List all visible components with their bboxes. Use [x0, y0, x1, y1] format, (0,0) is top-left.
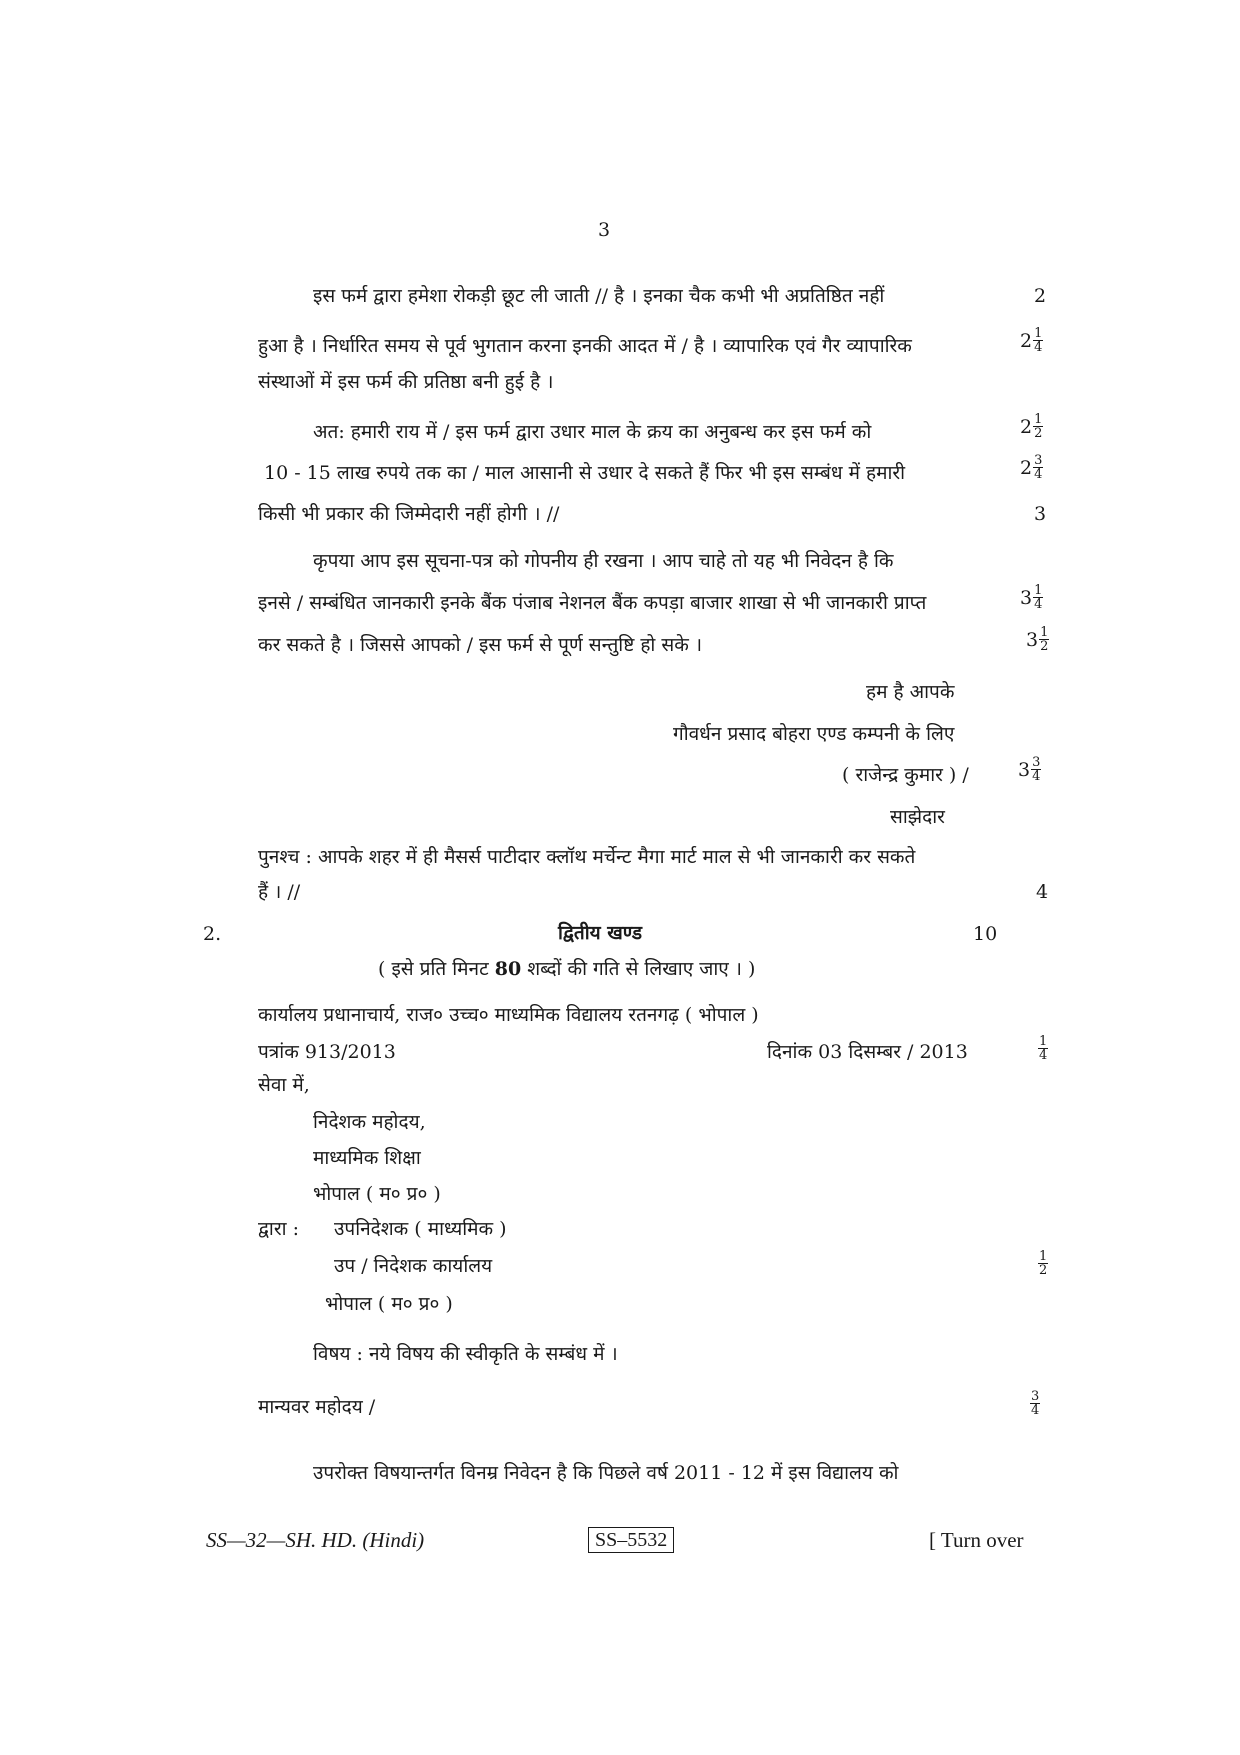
margin-mark: 2 1 2	[1020, 412, 1043, 441]
margin-mark: 3 3 4	[1018, 755, 1041, 784]
para1-line1: इस फर्म द्वारा हमेशा रोकड़ी छूट ली जाती // है । इनका चैक कभी भी अप्रतिष्ठित नहीं	[313, 285, 885, 307]
via-line2: उप / निदेशक कार्यालय	[334, 1255, 493, 1277]
para3-line3: कर सकते है । जिससे आपको / इस फर्म से पूर्ण सन्तुष्टि हो सके ।	[258, 634, 703, 656]
office-line: कार्यालय प्रधानाचार्य, राज० उच्च० माध्यमिक विद्यालय रतनगढ़ ( भोपाल )	[258, 1004, 759, 1026]
letter-body-line1: उपरोक्त विषयान्तर्गत विनम्र निवेदन है कि पिछले वर्ष 2011 - 12 में इस विद्यालय को	[313, 1462, 899, 1484]
margin-mark: 3 1 4	[1020, 583, 1043, 612]
margin-mark: 3 4	[1031, 1389, 1040, 1418]
salutation: मान्यवर महोदय /	[258, 1396, 376, 1418]
footer-turn-over: [ Turn over	[929, 1528, 1024, 1552]
margin-mark: 3	[1034, 503, 1047, 525]
para2-line2: 10 - 15 लाख रुपये तक का / माल आसानी से उधार दे सकते हैं फिर भी इस सम्बंध में हमारी	[264, 462, 906, 484]
closing-designation: साझेदार	[890, 806, 945, 828]
addressee-line1: निदेशक महोदय,	[313, 1111, 426, 1133]
margin-mark: 2 1 4	[1020, 326, 1043, 355]
subject-line: विषय : नये विषय की स्वीकृति के सम्बंध में ।	[313, 1343, 618, 1365]
closing-firm: गौवर्धन प्रसाद बोहरा एण्ड कम्पनी के लिए	[673, 723, 955, 745]
para3-line2: इनसे / सम्बंधित जानकारी इनके बैंक पंजाब नेशनल बैंक कपड़ा बाजार शाखा से भी जानकारी प्राप्त	[258, 592, 927, 614]
section-marks: 10	[973, 923, 998, 945]
closing-line1: हम है आपके	[866, 681, 955, 703]
addressee-line3: भोपाल ( म० प्र० )	[313, 1183, 441, 1205]
via-line3: भोपाल ( म० प्र० )	[325, 1293, 453, 1315]
margin-mark: 1 2	[1039, 1249, 1048, 1278]
via-label: द्वारा :	[258, 1218, 299, 1240]
margin-mark: 1 4	[1039, 1034, 1048, 1063]
para1-line3: संस्थाओं में इस फर्म की प्रतिष्ठा बनी हुई है ।	[258, 371, 554, 393]
section-number: 2.	[203, 923, 222, 945]
ps-line1: पुनश्च : आपके शहर में ही मैसर्स पाटीदार क्लॉथ मर्चेन्ट मैगा मार्ट माल से भी जानकारी कर सकते	[258, 846, 916, 868]
section-instruction: ( इसे प्रति मिनट 80 शब्दों की गति से लिखाए जाए । )	[378, 958, 756, 980]
para3-line1: कृपया आप इस सूचना-पत्र को गोपनीय ही रखना । आप चाहे तो यह भी निवेदन है कि	[313, 550, 894, 572]
seva-me: सेवा में,	[258, 1074, 310, 1096]
reference-number: पत्रांक 913/2013	[258, 1041, 396, 1063]
addressee-line2: माध्यमिक शिक्षा	[313, 1147, 421, 1169]
footer-paper-code: SS—32—SH. HD. (Hindi)	[206, 1528, 425, 1552]
margin-mark: 4	[1036, 881, 1049, 903]
via-line1: उपनिदेशक ( माध्यमिक )	[334, 1218, 507, 1240]
para2-line3: किसी भी प्रकार की जिम्मेदारी नहीं होगी । //	[258, 503, 560, 525]
para2-line1: अत: हमारी राय में / इस फर्म द्वारा उधार माल के क्रय का अनुबन्ध कर इस फर्म को	[313, 421, 872, 443]
page-number: 3	[597, 219, 611, 241]
closing-signatory: ( राजेन्द्र कुमार ) /	[842, 764, 969, 786]
para1-line2: हुआ है । निर्धारित समय से पूर्व भुगतान करना इनकी आदत में / है । व्यापारिक एवं गैर व्यापारिक	[258, 335, 912, 357]
margin-mark: 2 3 4	[1020, 453, 1043, 482]
margin-mark: 2	[1034, 285, 1047, 307]
footer-series-code: SS–5532	[588, 1527, 674, 1553]
section-title: द्वितीय खण्ड	[558, 922, 642, 944]
margin-mark: 3 1 2	[1026, 625, 1049, 654]
letter-date: दिनांक 03 दिसम्बर / 2013	[767, 1041, 968, 1063]
ps-line2: हैं । //	[258, 881, 301, 903]
